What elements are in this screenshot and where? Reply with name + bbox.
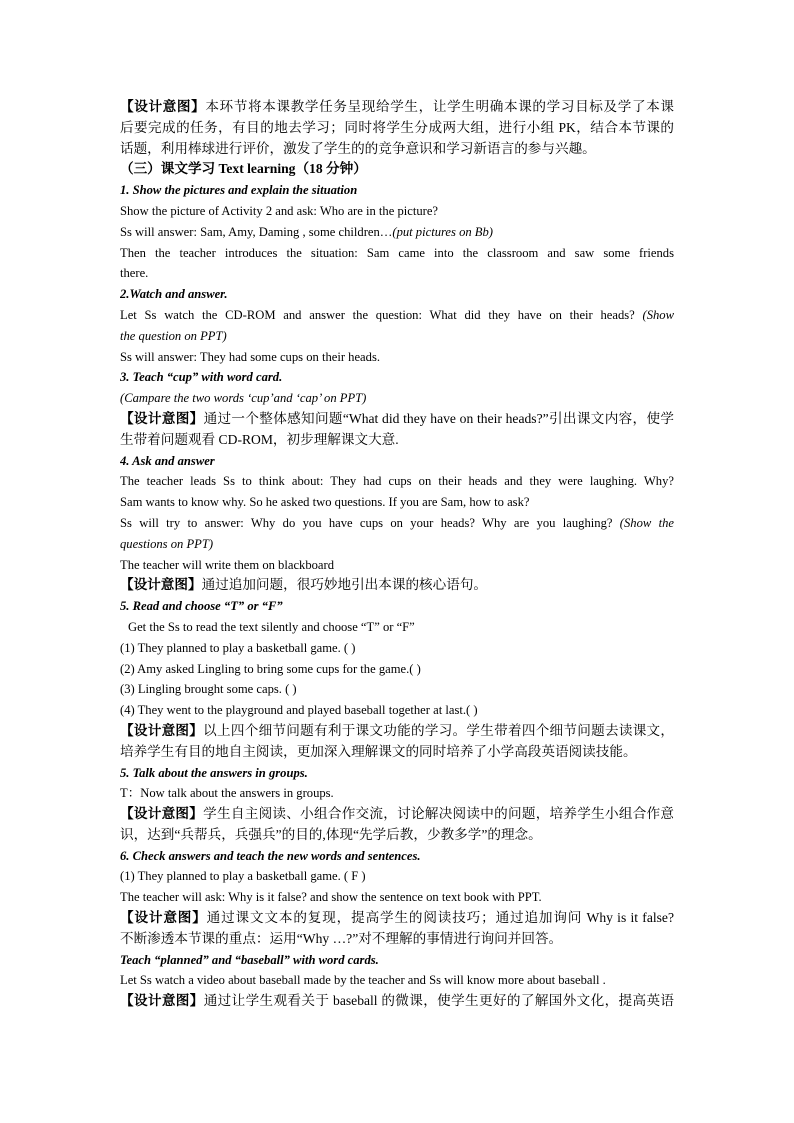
- lesson-plan-body: [120, 97, 674, 1012]
- text-line: [120, 804, 674, 825]
- text-run: questions on PPT): [120, 536, 214, 551]
- text-run: 【设计意图】: [120, 993, 204, 1009]
- text-line: [120, 908, 674, 929]
- text-run: (1) They planned to play a basketball game. ( F ): [120, 869, 366, 884]
- text-line: [120, 763, 674, 784]
- text-run: The teacher leads Ss to think about: They had cups on their heads and they were laughing. Why?: [120, 474, 674, 489]
- text-run: 【设计意图】: [120, 722, 204, 738]
- text-run: 学生自主阅读、小组合作交流，讨论解决阅读中的问题，培养学生小组合作意: [203, 806, 674, 822]
- text-line: [120, 991, 674, 1012]
- text-run: 【设计意图】: [120, 410, 204, 426]
- text-line: [120, 367, 674, 388]
- text-run: 本环节将本课教学任务呈现给学生，让学生明确本课的学习目标及学了本课: [205, 99, 674, 114]
- text-run: Ss will answer: Sam, Amy, Daming , some children…: [120, 224, 393, 239]
- text-line: [120, 783, 674, 804]
- text-line: [120, 742, 674, 763]
- text-line: [120, 846, 674, 867]
- text-run: (1) They planned to play a basketball game. ( ): [120, 640, 356, 655]
- text-run: Show the picture of Activity 2 and ask: Who are in the picture?: [120, 203, 439, 218]
- text-line: [120, 950, 674, 971]
- text-run: (3) Lingling brought some caps. ( ): [120, 682, 297, 697]
- text-line: [120, 617, 674, 638]
- text-line: [120, 430, 674, 451]
- text-run: 通过课文文本的复现，提高学生的阅读技巧；通过追加询问 Why is it false?: [206, 910, 674, 926]
- text-run: Get the Ss to read the text silently and choose “T” or “F”: [128, 619, 415, 634]
- text-run: 【设计意图】: [120, 577, 202, 593]
- text-run: 通过追加问题，很巧妙地引出本课的核心语句。: [201, 577, 488, 593]
- text-run: 【设计意图】: [120, 910, 207, 926]
- text-run: （三）课文学习 Text learning（18 分钟）: [120, 161, 367, 177]
- text-run: 以上四个细节问题有利于课文功能的学习。学生带着四个细节问题去读课文，: [203, 722, 674, 738]
- text-run: The teacher will write them on blackboard: [120, 557, 335, 572]
- text-run: 6. Check answers and teach the new words and sentences.: [120, 848, 421, 863]
- text-run: 通过让学生观看关于 baseball 的微课，使学生更好的了解国外文化，提高英语: [203, 993, 674, 1009]
- text-line: [120, 263, 674, 284]
- text-run: (put pictures on Bb): [392, 224, 493, 239]
- text-line: [120, 492, 674, 513]
- text-run: (4) They went to the playground and played baseball together at last.( ): [120, 703, 478, 718]
- text-run: 【设计意图】: [120, 806, 204, 822]
- text-line: [120, 409, 674, 430]
- text-line: [120, 243, 674, 264]
- text-line: [120, 159, 674, 180]
- text-run: 不断渗透本节课的重点：运用“Why …?”对不理解的事情进行询问并回答。: [120, 930, 563, 946]
- text-line: [120, 596, 674, 617]
- text-line: [120, 638, 674, 659]
- text-run: 通过一个整体感知问题“What did they have on their heads?”引出课文内容，使学: [203, 410, 674, 426]
- text-line: [120, 887, 674, 908]
- text-run: (Campare the two words ‘cup’and ‘cap’ on PPT): [120, 391, 367, 406]
- text-run: 后要完成的任务，有目的地去学习；同时将学生分成两大组，进行小组 PK，结合本节课的: [120, 119, 674, 135]
- text-line: [120, 388, 674, 409]
- text-line: [120, 700, 674, 721]
- text-run: (Show the: [619, 515, 674, 530]
- text-run: Teach “planned” and “baseball” with word cards.: [120, 952, 379, 967]
- text-line: [120, 970, 674, 991]
- text-run: 5. Read and choose “T” or “F”: [120, 599, 283, 614]
- text-line: [120, 471, 674, 492]
- text-line: [120, 284, 674, 305]
- text-run: Then the teacher introduces the situation: Sam came into the classroom and saw some friends: [120, 245, 674, 260]
- text-run: 3. Teach “cup” with word card.: [120, 370, 283, 385]
- text-line: [120, 679, 674, 700]
- text-run: 【设计意图】: [120, 99, 206, 114]
- text-run: 1. Show the pictures and explain the situation: [120, 183, 358, 198]
- text-line: [120, 118, 674, 139]
- text-run: the question on PPT): [120, 328, 227, 343]
- text-line: [120, 575, 674, 596]
- text-line: [120, 659, 674, 680]
- text-line: [120, 347, 674, 368]
- text-line: [120, 180, 674, 201]
- text-run: 生带着问题观看 CD-ROM，初步理解课文大意.: [120, 431, 399, 447]
- text-run: there.: [120, 266, 149, 281]
- text-run: 培养学生有目的地自主阅读，更加深入理解课文的同时培养了小学高段英语阅读技能。: [120, 743, 637, 759]
- text-line: [120, 534, 674, 555]
- text-line: [120, 305, 674, 326]
- text-run: (Show: [642, 307, 674, 322]
- text-line: [120, 513, 674, 534]
- text-line: [120, 222, 674, 243]
- text-run: 话题，利用棒球进行评价，激发了学生的的竞争意识和学习新语言的参与兴趣。: [120, 140, 596, 156]
- text-line: [120, 201, 674, 222]
- text-run: (2) Amy asked Lingling to bring some cups for the game.( ): [120, 661, 421, 676]
- text-run: 4. Ask and answer: [120, 453, 215, 468]
- text-run: 2.Watch and answer.: [120, 287, 228, 302]
- text-run: T：Now talk about the answers in groups.: [120, 786, 334, 801]
- text-run: The teacher will ask: Why is it false? and show the sentence on text book with PPT.: [120, 890, 542, 905]
- text-line: [120, 97, 674, 118]
- text-line: [120, 326, 674, 347]
- text-run: 识，达到“兵帮兵，兵强兵”的目的,体现“先学后教，少教多学”的理念。: [120, 826, 542, 842]
- text-line: [120, 721, 674, 742]
- text-run: Ss will try to answer: Why do you have cups on your heads? Why are you laughing?: [120, 515, 620, 530]
- text-line: [120, 866, 674, 887]
- text-line: [120, 451, 674, 472]
- text-line: [120, 929, 674, 950]
- text-run: Sam wants to know why. So he asked two questions. If you are Sam, how to ask?: [120, 495, 530, 510]
- text-run: Let Ss watch the CD-ROM and answer the question: What did they have on their heads?: [120, 307, 643, 322]
- text-line: [120, 825, 674, 846]
- text-line: [120, 555, 674, 576]
- text-run: 5. Talk about the answers in groups.: [120, 765, 308, 780]
- text-run: Ss will answer: They had some cups on their heads.: [120, 349, 380, 364]
- text-line: [120, 139, 674, 160]
- text-run: Let Ss watch a video about baseball made by the teacher and Ss will know more about baseball .: [120, 973, 606, 988]
